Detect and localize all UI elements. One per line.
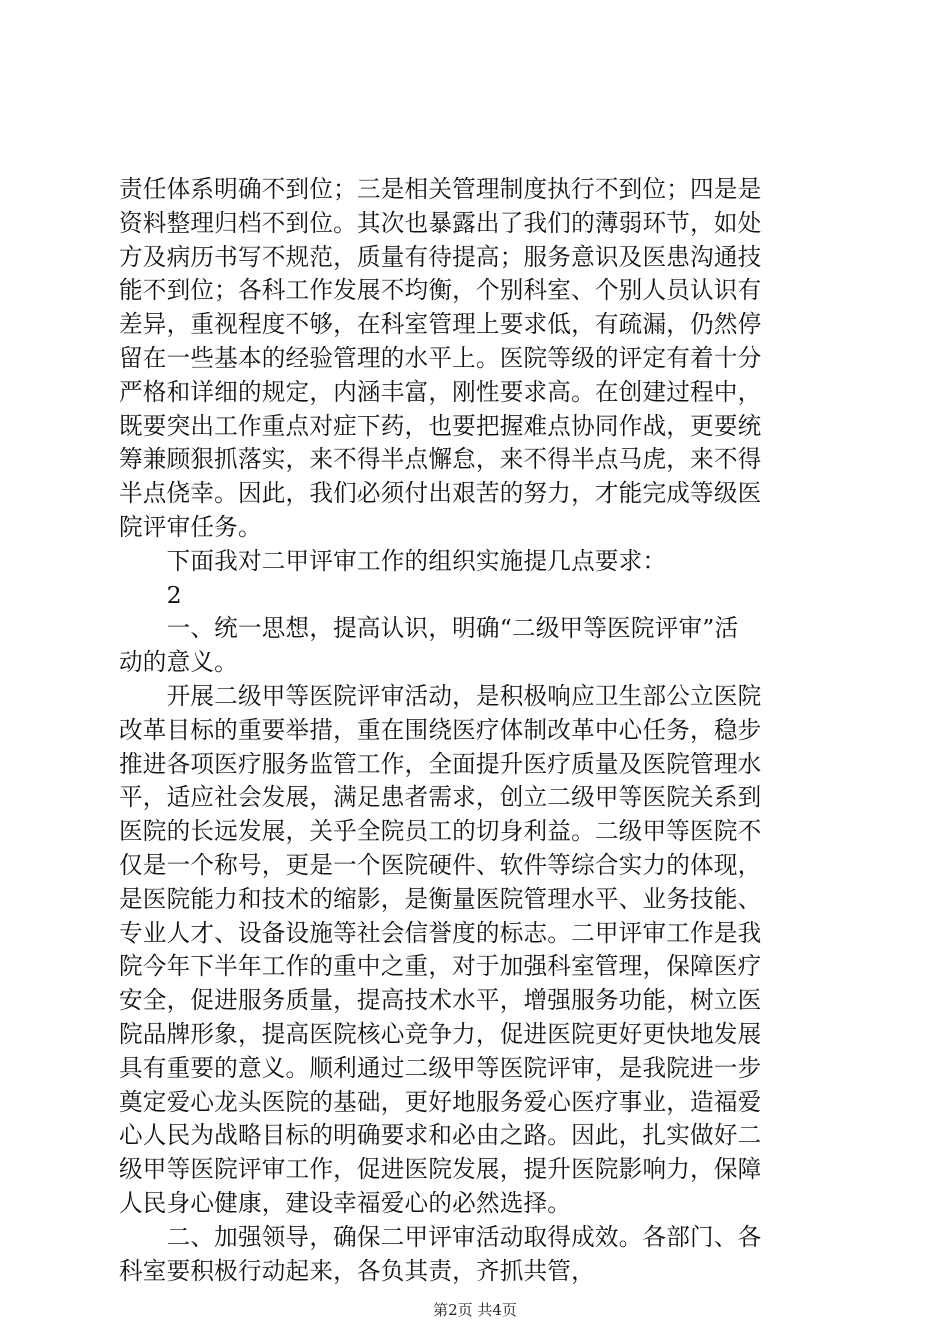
text-line: 既要突出工作重点对症下药，也要把握难点协同作战，更要统 [119, 411, 762, 440]
text-line: 专业人才、设备设施等社会信誉度的标志。二甲评审工作是我 [119, 918, 762, 947]
text-line: 院评审任务。 [119, 512, 262, 541]
page-footer: 第2页 共4页 [433, 1301, 517, 1319]
text-line: 具有重要的意义。顺利通过二级甲等医院评审，是我院进一步 [119, 1053, 762, 1082]
text-line: 改革目标的重要举措，重在围绕医疗体制改革中心任务，稳步 [119, 715, 762, 744]
text-line: 能不到位；各科工作发展不均衡，个别科室、个别人员认识有 [119, 276, 762, 305]
text-line: 人民身心健康，建设幸福爱心的必然选择。 [119, 1188, 572, 1217]
text-line: 平，适应社会发展，满足患者需求，创立二级甲等医院关系到 [119, 783, 762, 812]
text-line: 筹兼顾狠抓落实，来不得半点懈怠，来不得半点马虎，来不得 [119, 445, 762, 474]
text-line: 安全，促进服务质量，提高技术水平，增强服务功能，树立医 [119, 986, 762, 1015]
text-line: 留在一些基本的经验管理的水平上。医院等级的评定有着十分 [119, 343, 762, 372]
text-line: 下面我对二甲评审工作的组织实施提几点要求： [119, 546, 667, 575]
text-line: 推进各项医疗服务监管工作，全面提升医疗质量及医院管理水 [119, 749, 762, 778]
text-line: 是医院能力和技术的缩影，是衡量医院管理水平、业务技能、 [119, 884, 762, 913]
text-line: 奠定爱心龙头医院的基础，更好地服务爱心医疗事业，造福爱 [119, 1087, 762, 1116]
text-line: 严格和详细的规定，内涵丰富，刚性要求高。在创建过程中， [119, 377, 762, 406]
text-line: 二、加强领导，确保二甲评审活动取得成效。各部门、各 [119, 1222, 762, 1251]
text-line: 差异，重视程度不够，在科室管理上要求低，有疏漏，仍然停 [119, 310, 762, 339]
text-line: 心人民为战略目标的明确要求和必由之路。因此，扎实做好二 [119, 1121, 762, 1150]
text-line: 院今年下半年工作的重中之重，对于加强科室管理，保障医疗 [119, 952, 762, 981]
text-line: 科室要积极行动起来，各负其责，齐抓共管， [119, 1256, 595, 1285]
text-line: 仅是一个称号，更是一个医院硬件、软件等综合实力的体现， [119, 850, 762, 879]
body-text [119, 173, 831, 1288]
text-line: 院品牌形象，提高医院核心竞争力，促进医院更好更快地发展 [119, 1019, 762, 1048]
text-line: 半点侥幸。因此，我们必须付出艰苦的努力，才能完成等级医 [119, 479, 762, 508]
text-line: 开展二级甲等医院评审活动，是积极响应卫生部公立医院 [119, 681, 762, 710]
text-line: 2 [119, 580, 182, 609]
text-line: 责任体系明确不到位；三是相关管理制度执行不到位；四是是 [119, 175, 762, 203]
text-line: 医院的长远发展，关乎全院员工的切身利益。二级甲等医院不 [119, 817, 762, 846]
text-line: 资料整理归档不到位。其次也暴露出了我们的薄弱环节，如处 [119, 208, 762, 237]
text-line: 一、统一思想，提高认识，明确“二级甲等医院评审”活 [119, 614, 739, 643]
text-line: 方及病历书写不规范，质量有待提高；服务意识及医患沟通技 [119, 242, 762, 271]
text-line: 动的意义。 [119, 648, 238, 677]
text-line: 级甲等医院评审工作，促进医院发展，提升医院影响力，保障 [119, 1155, 762, 1184]
